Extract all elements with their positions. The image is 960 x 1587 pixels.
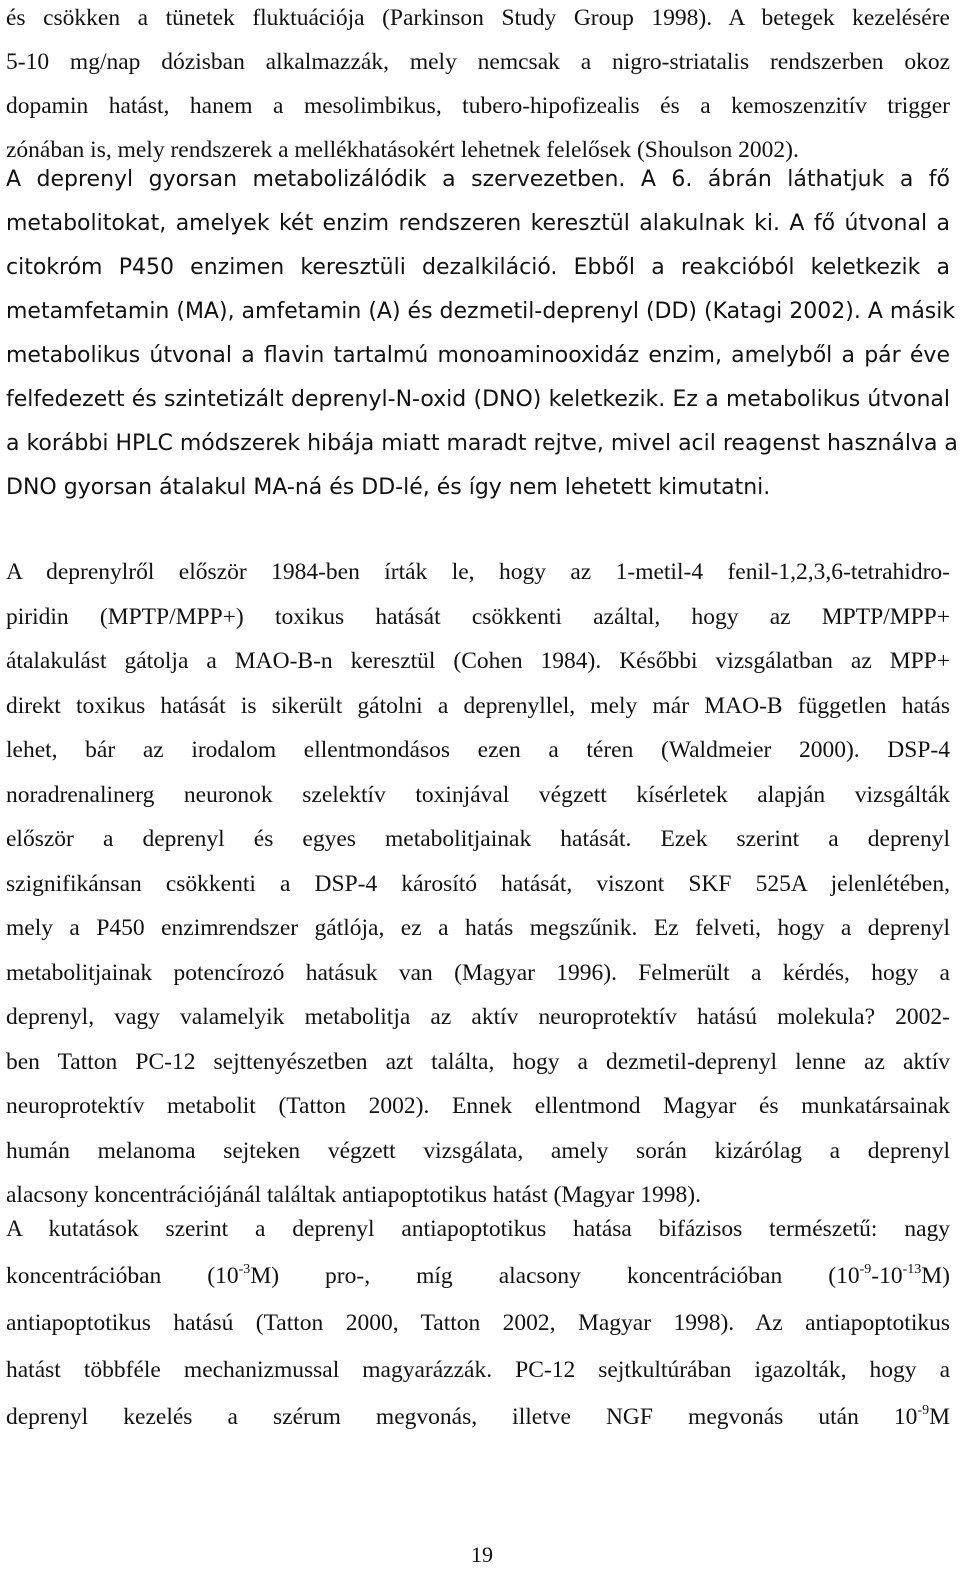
text-line: először a deprenyl és egyes metabolitjainak hatását. Ezek szerint a deprenyl xyxy=(6,826,950,852)
text-line: citokróm P450 enzimen keresztüli dezalkiláció. Ebből a reakcióból keletkezik a xyxy=(6,255,950,280)
superscript-exponent: -9 xyxy=(917,1403,930,1418)
text-line: piridin (MPTP/MPP+) toxikus hatását csökkenti azáltal, hogy az MPTP/MPP+ xyxy=(6,603,950,630)
text-line: 5-10 mg/nap dózisban alkalmazzák, mely nemcsak a nigro-striatalis rendszerben okoz xyxy=(6,49,950,75)
text-line: mely a P450 enzimrendszer gátlója, ez a hatás megszűnik. Ez felveti, hogy a deprenyl xyxy=(6,915,950,941)
text-segment: deprenyl kezelés a szérum megvonás, illetve NGF megvonás után 10 xyxy=(6,1404,918,1430)
text-line: humán melanoma sejteken végzett vizsgálata, amely során kizárólag a deprenyl xyxy=(6,1137,950,1164)
text-line: hatást többféle mechanizmussal magyarázzák. PC-12 sejtkultúrában igazolták, hogy a xyxy=(6,1357,950,1383)
superscript-exponent: -9 xyxy=(859,1262,872,1277)
text-line: noradrenalinerg neuronok szelektív toxinjával végzett kísérletek alapján vizsgálták xyxy=(6,781,950,808)
text-line: metabolikus útvonal a flavin tartalmú monoaminooxidáz enzim, amelyből a pár éve xyxy=(6,343,950,368)
text-line: alacsony koncentrációjánál találtak antiapoptotikus hatást (Magyar 1998). xyxy=(6,1182,701,1208)
paragraph-4 xyxy=(6,1206,950,1441)
text-line: neuroprotektív metabolit (Tatton 2002). Ennek ellentmond Magyar és munkatársainak xyxy=(6,1093,950,1119)
paragraph-1 xyxy=(6,0,950,172)
text-line: zónában is, mely rendszerek a mellékhatásokért lehetnek felelősek (Shoulson 2002). xyxy=(6,137,799,163)
text-line: A deprenyl gyorsan metabolizálódik a szervezetben. A 6. ábrán láthatjuk a fő xyxy=(6,167,950,192)
text-line: szignifikánsan csökkenti a DSP-4 károsító hatását, viszont SKF 525A jelenlétében, xyxy=(6,870,950,897)
text-line xyxy=(6,1394,950,1441)
superscript-exponent: -3 xyxy=(238,1262,251,1277)
superscript-exponent: -13 xyxy=(902,1262,922,1277)
paragraph-2 xyxy=(6,158,958,510)
text-line: A deprenylről először 1984-ben írták le, hogy az 1-metil-4 fenil-1,2,3,6-tetrahidro- xyxy=(6,559,950,585)
text-line: deprenyl, vagy valamelyik metabolitja az aktív neuroprotektív hatású molekula? 2002- xyxy=(6,1004,950,1030)
text-line: antiapoptotikus hatású (Tatton 2000, Tatton 2002, Magyar 1998). Az antiapoptotikus xyxy=(6,1310,950,1336)
text-line: metabolitokat, amelyek két enzim rendszeren keresztül alakulnak ki. A fő útvonal a xyxy=(6,211,950,236)
text-line: metamfetamin (MA), amfetamin (A) és dezmetil-deprenyl (DD) (Katagi 2002). A másik xyxy=(6,299,956,324)
text-line xyxy=(6,1253,950,1300)
text-line: felfedezett és szintetizált deprenyl-N-oxid (DNO) keletkezik. Ez a metabolikus útvonal xyxy=(6,387,950,412)
text-line: ben Tatton PC-12 sejttenyészetben azt találta, hogy a dezmetil-deprenyl lenne az aktív xyxy=(6,1048,950,1075)
text-line: és csökken a tünetek fluktuációja (Parkinson Study Group 1998). A betegek kezelésére xyxy=(6,5,950,31)
text-segment: -10 xyxy=(871,1263,903,1289)
text-line: A kutatások szerint a deprenyl antiapoptotikus hatása bifázisos természetű: nagy xyxy=(6,1216,950,1242)
text-line: lehet, bár az irodalom ellentmondásos ezen a téren (Waldmeier 2000). DSP-4 xyxy=(6,737,950,763)
paragraph-3 xyxy=(6,550,950,1218)
text-segment: M) xyxy=(921,1263,950,1289)
text-line: dopamin hatást, hanem a mesolimbikus, tubero-hipofizealis és a kemoszenzitív trigger xyxy=(6,93,950,119)
text-line: DNO gyorsan átalakul MA-ná és DD-lé, és így nem lehetett kimutatni. xyxy=(6,475,771,500)
text-segment: M) pro-, míg alacsony koncentrációban (10 xyxy=(250,1263,860,1289)
text-segment: koncentrációban (10 xyxy=(6,1263,239,1289)
text-segment: M xyxy=(929,1404,950,1430)
text-line: metabolitjainak potencírozó hatásuk van (Magyar 1996). Felmerült a kérdés, hogy a xyxy=(6,959,950,986)
text-line: átalakulást gátolja a MAO-B-n keresztül (Cohen 1984). Későbbi vizsgálatban az MPP+ xyxy=(6,648,950,674)
text-line: direkt toxikus hatását is sikerült gátolni a deprenyllel, mely már MAO-B független hatás xyxy=(6,692,950,719)
page-number: 19 xyxy=(471,1542,493,1567)
text-line: a korábbi HPLC módszerek hibája miatt maradt rejtve, mivel acil reagenst használva a xyxy=(6,431,958,456)
